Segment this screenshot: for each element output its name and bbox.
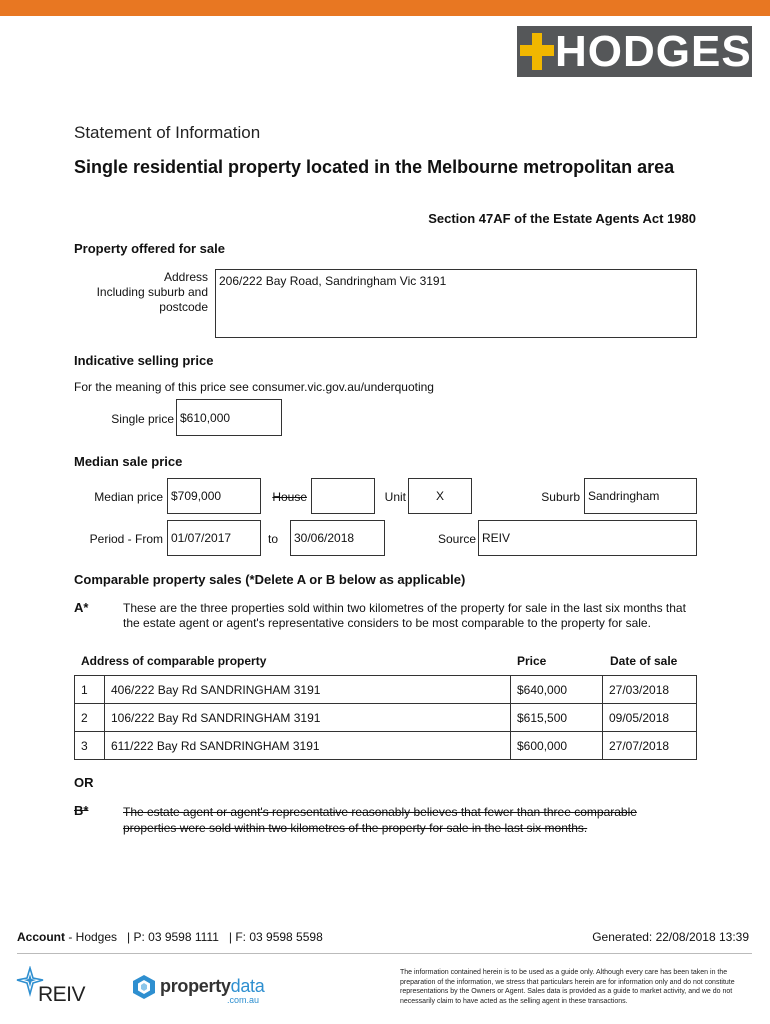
option-a-marker: A* — [74, 600, 89, 615]
footer-divider — [17, 953, 752, 954]
period-to-label: to — [268, 532, 279, 546]
row-date: 27/03/2018 — [603, 676, 697, 704]
house-field[interactable] — [311, 478, 375, 514]
act-section-reference: Section 47AF of the Estate Agents Act 1980 — [428, 211, 696, 226]
suburb-field[interactable]: Sandringham — [584, 478, 697, 514]
row-number: 1 — [75, 676, 105, 704]
property-heading: Property offered for sale — [74, 241, 225, 256]
median-price-field[interactable]: $709,000 — [167, 478, 261, 514]
reiv-wordmark: REIV — [38, 983, 86, 1006]
or-separator: OR — [74, 775, 94, 790]
address-label-line-1: Address — [163, 270, 208, 284]
indicative-heading: Indicative selling price — [74, 353, 214, 368]
row-number: 3 — [75, 732, 105, 760]
option-b-marker: B* — [74, 803, 89, 818]
propertydata-word-2: data — [230, 976, 265, 996]
propertydata-logo — [131, 972, 281, 1006]
row-address: 611/222 Bay Rd SANDRINGHAM 3191 — [105, 732, 511, 760]
generated-timestamp: Generated: 22/08/2018 13:39 — [592, 930, 749, 944]
row-price: $600,000 — [511, 732, 603, 760]
indicative-note: For the meaning of this price see consumer.vic.gov.au/underquoting — [74, 380, 434, 394]
table-row — [75, 732, 697, 760]
statement-heading: Statement of Information — [74, 123, 261, 142]
period-from-field[interactable]: 01/07/2017 — [167, 520, 261, 556]
address-label-line-2: Including suburb and — [96, 285, 208, 299]
table-row — [75, 676, 697, 704]
footer-disclaimer: The information contained herein is to be used as a guide only. Although every care has been taken in the preparation of the information, we stress that particulars herein are for information only and do not constitute representations by the Owners or Agent. Sales data is provided as a guide to market activity, and we do not necessarily claim to have acted as the selling agent in these transactions. — [400, 969, 735, 1005]
account-line — [17, 930, 323, 944]
row-price: $615,500 — [511, 704, 603, 732]
account-contact: - Hodges | P: 03 9598 1111 | F: 03 9598 5598 — [65, 930, 323, 944]
top-accent-bar — [0, 0, 770, 16]
option-b-text: The estate agent or agent's representative reasonably believes that fewer than three comparable properties were sold within two kilometres of the property for sale in the last six months. — [123, 805, 637, 835]
col-header-date: Date of sale — [610, 654, 678, 668]
col-header-address: Address of comparable property — [81, 654, 267, 668]
col-header-price: Price — [517, 654, 547, 668]
hodges-logo — [517, 26, 752, 77]
single-price-field[interactable]: $610,000 — [176, 399, 282, 436]
source-label: Source — [437, 532, 476, 546]
document-title: Single residential property located in the Melbourne metropolitan area — [74, 157, 675, 177]
account-label: Account — [17, 930, 65, 944]
address-label-line-3: postcode — [159, 300, 208, 314]
median-heading: Median sale price — [74, 454, 183, 469]
row-price: $640,000 — [511, 676, 603, 704]
row-date: 09/05/2018 — [603, 704, 697, 732]
propertydata-wordmark — [160, 976, 264, 997]
suburb-label: Suburb — [541, 490, 580, 504]
option-a-text: These are the three properties sold within two kilometres of the property for sale in the last six months that the estate agent or agent's representative considers to be most comparable to the property for sale. — [123, 601, 686, 630]
house-label: House — [272, 490, 307, 504]
table-row — [75, 704, 697, 732]
single-price-label: Single price — [111, 412, 174, 426]
row-address: 106/222 Bay Rd SANDRINGHAM 3191 — [105, 704, 511, 732]
comparable-sales-table — [74, 675, 697, 760]
median-price-label: Median price — [94, 490, 163, 504]
source-field[interactable]: REIV — [478, 520, 697, 556]
address-label — [60, 270, 208, 315]
unit-label: Unit — [384, 490, 406, 504]
row-date: 27/07/2018 — [603, 732, 697, 760]
logo-cross-horizontal — [520, 45, 554, 56]
unit-field[interactable]: X — [408, 478, 472, 514]
propertydata-domain: .com.au — [227, 995, 260, 1005]
period-to-field[interactable]: 30/06/2018 — [290, 520, 385, 556]
row-number: 2 — [75, 704, 105, 732]
address-field[interactable]: 206/222 Bay Road, Sandringham Vic 3191 — [215, 269, 697, 338]
row-address: 406/222 Bay Rd SANDRINGHAM 3191 — [105, 676, 511, 704]
reiv-logo — [16, 966, 96, 1010]
comparable-heading: Comparable property sales (*Delete A or B below as applicable) — [74, 572, 466, 587]
logo-wordmark: HODGES — [555, 27, 752, 76]
propertydata-icon — [131, 974, 157, 1000]
period-from-label: Period - From — [89, 532, 163, 546]
propertydata-word-1: property — [160, 976, 231, 996]
